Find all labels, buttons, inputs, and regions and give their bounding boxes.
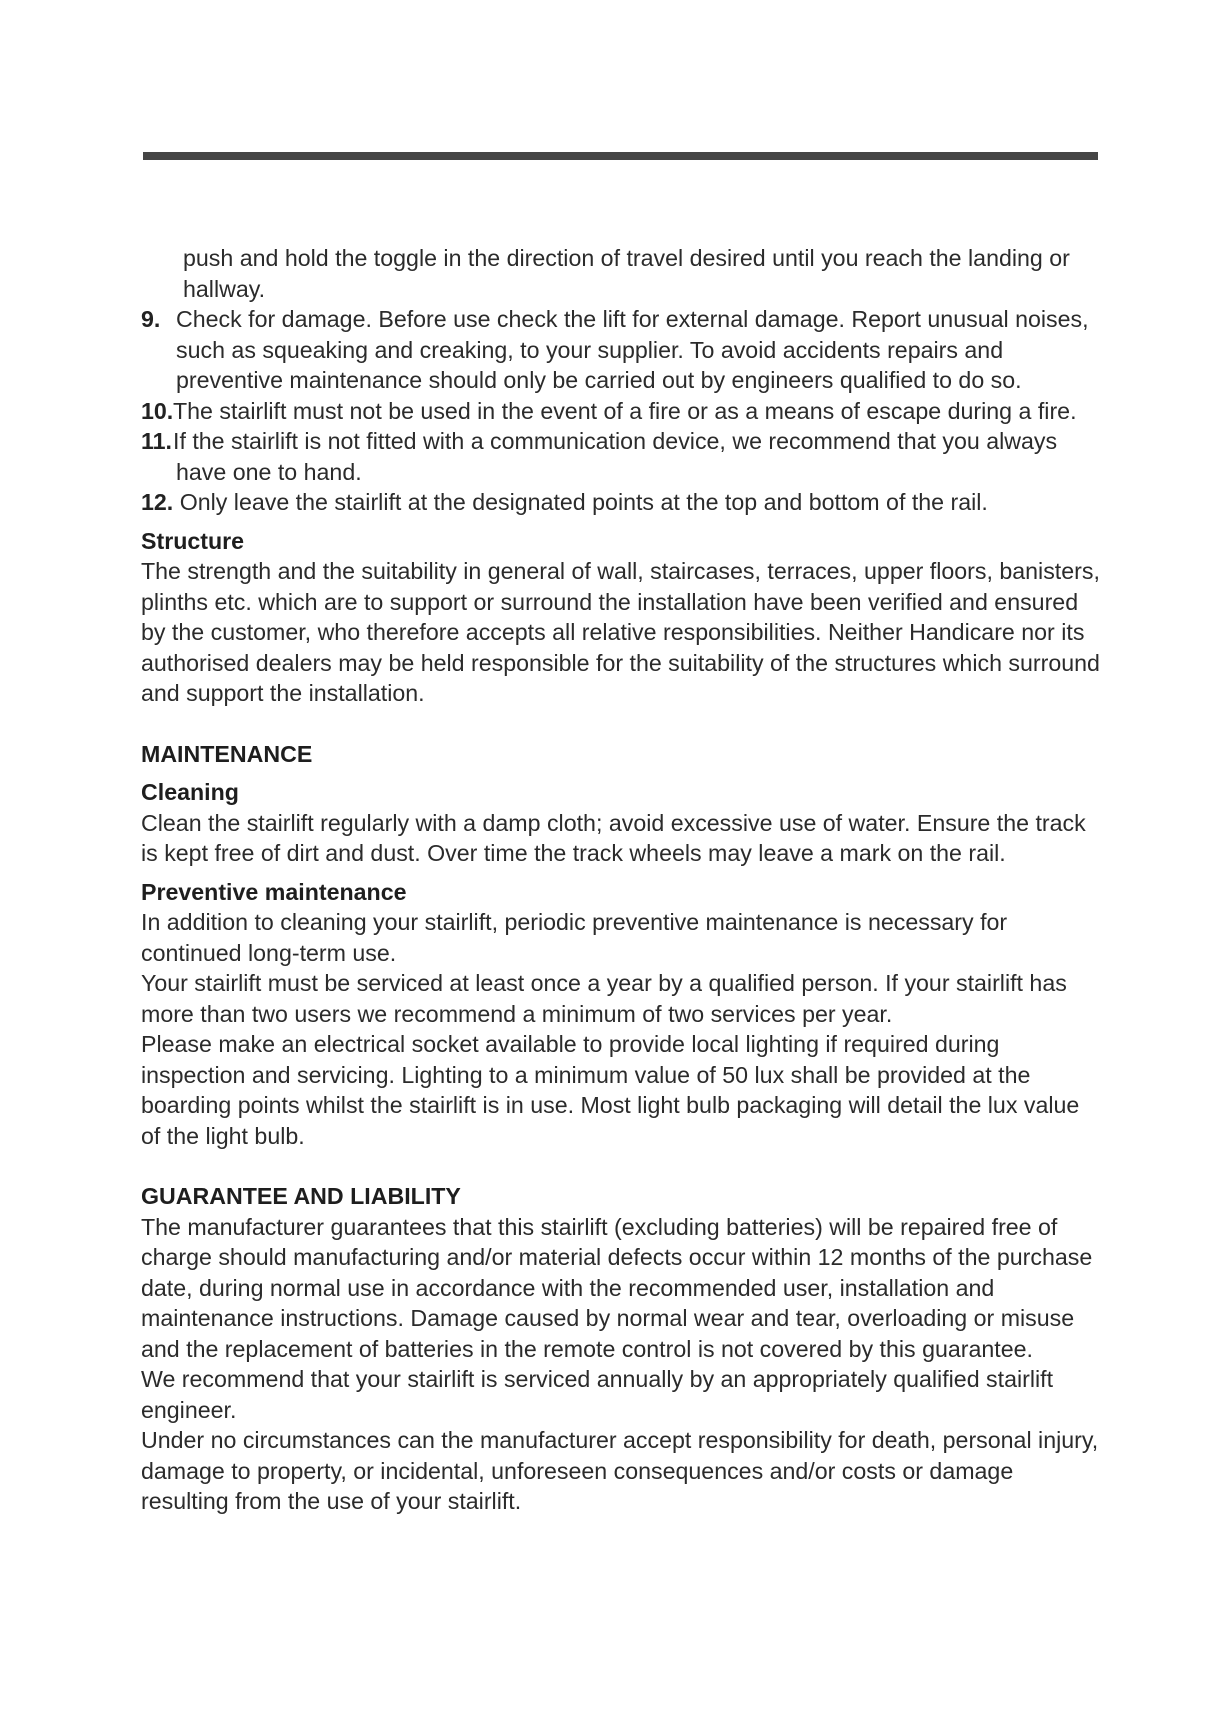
list-item-12 — [141, 487, 1101, 518]
list-continuation: push and hold the toggle in the direction of travel desired until you reach the landing or hallway. — [183, 245, 1070, 302]
guarantee-paragraph: Under no circumstances can the manufacturer accept responsibility for death, personal injury, damage to property, or incidental, unforeseen consequences and/or costs or damage resulting from the use of your stairlift. — [141, 1427, 1099, 1514]
preventive-maintenance-heading: Preventive maintenance — [141, 878, 407, 905]
preventive-paragraph: Please make an electrical socket available to provide local lighting if required during inspection and servicing. Lighting to a minimum value of 50 lux shall be provided at the boarding points whilst the stairlift is in use. Most light bulb packaging will detail the lux value of the light bulb. — [141, 1031, 1080, 1149]
cleaning-text: Clean the stairlift regularly with a damp cloth; avoid excessive use of water. Ensure the track is kept free of dirt and dust. Over time the track wheels may leave a mark on the rail. — [141, 809, 1086, 866]
header-rule — [143, 152, 1098, 160]
list-item-number: 10. — [141, 397, 174, 424]
preventive-paragraph: Your stairlift must be serviced at least once a year by a qualified person. If your stairlift has more than two users we recommend a minimum of two services per year. — [141, 970, 1067, 1027]
list-item-9 — [141, 304, 1101, 396]
list-item-text: Check for damage. Before use check the lift for external damage. Report unusual noises, such as squeaking and creaking, to your supplier. To avoid accidents repairs and preventive maintenance should only be carried out by engineers qualified to do so. — [176, 306, 1089, 393]
list-item-11 — [141, 426, 1101, 487]
guarantee-paragraph: We recommend that your stairlift is serviced annually by an appropriately qualified stairlift engineer. — [141, 1366, 1054, 1423]
list-item-text: If the stairlift is not fitted with a communication device, we recommend that you always have one to hand. — [173, 428, 1058, 485]
list-item-text: Only leave the stairlift at the designated points at the top and bottom of the rail. — [179, 489, 988, 515]
maintenance-heading: MAINTENANCE — [141, 740, 313, 767]
list-item-number: 12. — [141, 489, 174, 515]
cleaning-heading: Cleaning — [141, 779, 239, 805]
preventive-paragraph: In addition to cleaning your stairlift, periodic preventive maintenance is necessary for continued long-term use. — [141, 909, 1008, 966]
page-content — [141, 243, 1101, 1517]
guarantee-paragraph: The manufacturer guarantees that this stairlift (excluding batteries) will be repaired free of charge should manufacturing and/or material defects occur within 12 months of the purchase date, during normal use in accordance with the recommended user, installation and maintenance instructions. Damage caused by normal wear and tear, overloading or misuse and the replacement of batteries in the remote control is not covered by this guarantee. — [141, 1213, 1093, 1362]
guarantee-heading: GUARANTEE AND LIABILITY — [141, 1183, 461, 1209]
list-item-10 — [141, 396, 1101, 427]
list-item-number: 11. — [141, 428, 172, 454]
list-item-number: 9. — [141, 306, 161, 332]
structure-text: The strength and the suitability in general of wall, staircases, terraces, upper floors, banisters, plinths etc. which are to support or surround the installation have been verified and ensured by the customer, who therefore accepts all relative responsibilities. Neither Handicare nor its authorised dealers may be held responsible for the suitability of the structures which surround and support the installation. — [141, 558, 1100, 706]
structure-heading: Structure — [141, 527, 245, 554]
list-item-text: The stairlift must not be used in the event of a fire or as a means of escape during a fire. — [173, 397, 1077, 424]
